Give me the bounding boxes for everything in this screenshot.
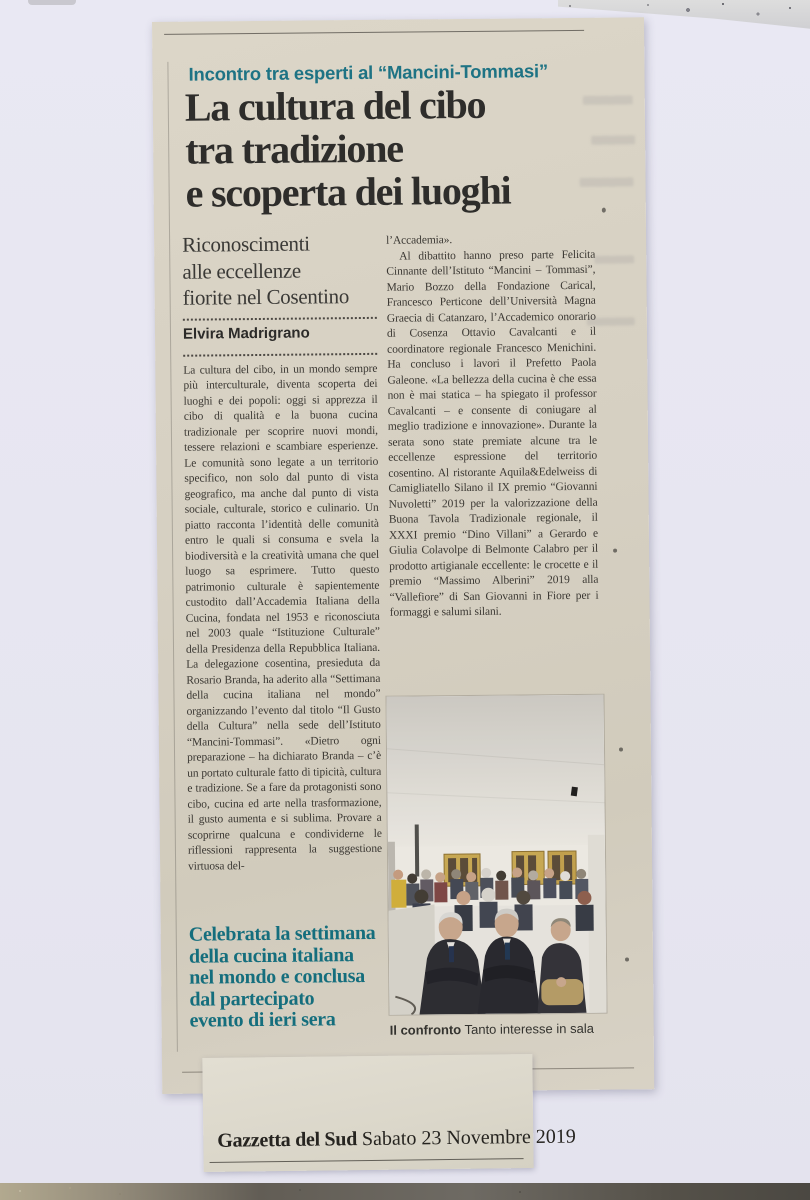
article-photo [386, 695, 606, 1015]
left-column [182, 230, 383, 1032]
pull-quote-line: della cucina italiana [188, 943, 354, 968]
desk-front-edge [0, 1183, 810, 1200]
photo-caption [390, 1021, 620, 1038]
audience-photo-illustration [386, 695, 606, 1015]
paper-speck [625, 957, 629, 961]
standfirst-line: alle eccellenze [182, 258, 301, 284]
caption-text: Tanto interesse in sala [461, 1020, 594, 1038]
paper-speck [613, 549, 617, 553]
paper-speck [602, 208, 606, 213]
pull-quote [189, 923, 400, 1033]
headline-line: e scoperta dei luoghi [185, 167, 511, 216]
column-rule [167, 62, 178, 1052]
masthead-strip [202, 1054, 576, 1172]
bleed-through-smudge [594, 255, 634, 263]
pull-quote-line: dal partecipato [189, 986, 315, 1011]
standfirst-line: Riconoscimenti [182, 231, 310, 257]
newspaper-clipping [152, 17, 654, 1094]
pull-quote-line: nel mondo e conclusa [189, 965, 365, 989]
bleed-through-smudge [583, 95, 633, 104]
right-column [386, 232, 599, 692]
bleed-through-smudge [587, 317, 635, 325]
masthead-rule [210, 1158, 524, 1163]
standfirst-line: fiorite nel Cosentino [182, 284, 350, 310]
masthead-text [217, 1125, 576, 1153]
page-top-rule [164, 30, 584, 35]
pull-quote-line: Celebrata la settimana [188, 921, 376, 946]
dotted-rule [183, 352, 377, 356]
byline: Elvira Madrigrano [182, 324, 310, 343]
headline-line: tra tradizione [185, 125, 404, 173]
masthead-date: Sabato 23 Novembre 2019 [356, 1125, 576, 1151]
headline-line: La cultura del cibo [184, 81, 486, 130]
body-text-right: l’Accademia». Al dibattito hanno preso parte Felicita Cinnante dell’Istituto “Mancini – Tommasi”, Mario Bozzo della Fondazione Carical, Francesco Perticone dell’Università Magna Graecia di Catanzaro, l’Accademico onorario di Cosenza Ottavio Cavalcanti e il coordinatore regionale Francesco Menichini. Ha concluso i lavori il Prefetto Paola Galeone. «La bellezza della cucina è che essa non è mai statica – ha spiegato il professor Cavalcanti – e consente di coniugare al meglio tradizione e innovazione». Durante la serata sono state premiate alcune tra le eccellenze espressione del territorio cosentino. Al ristorante Aquila&Edelweiss di Camigliatello Silano il IX premio “Giovanni Nuvoletti” 2019 per la valorizzazione della Buona Tavola Tradizionale regionale, il XXXI premio “Dino Villani” a Gerardo e Giulia Colavolpe di Belmonte Calabro per il prodotto artigianale eccellente: le crocette e il premio “Massimo Alberini” 2019 alla “Vallefiore” di San Giovanni in Fiore per i formaggi e salumi silani. [386, 234, 599, 619]
kicker: Incontro tra esperti al “Mancini-Tommasi” [188, 60, 549, 85]
bleed-through-smudge [580, 177, 634, 187]
pull-quote-line: evento di ieri sera [189, 1008, 336, 1032]
desk-mark [28, 0, 76, 5]
paper-speck [619, 748, 623, 752]
bleed-through-smudge [591, 135, 635, 144]
masthead-name: Gazzetta del Sud [217, 1128, 358, 1152]
standfirst [182, 230, 377, 311]
body-text-left: La cultura del cibo, in un mondo sempre più interculturale, diventa scoperta dei luoghi e dei popoli: oggi si apprezza il cibo di qualità e la buona cucina tradizionale per scoprire nuovi mondi, tessere relazioni e scambiare esperienze. Le comunità sono legate a un territorio specifico, non solo dal punto di vista geografico, ma anche dal punto di vista sociale, culturale, storico e culinario. Un piatto racconta l’identità delle comunità entro le quali si consuma e svela la biodiversità e la creatività umana che quel luogo sa esprimere. Tutto questo patrimonio culturale è sapientemente custodito dall’Accademia Italiana della Cucina, fondata nel 1953 e riconosciuta nel 2003 quale “Istituzione Culturale” della Presidenza della Repubblica Italiana. La delegazione cosentina, presieduta da Rosario Branda, ha aderito alla “Settimana della cucina italiana nel mondo” organizzando l’evento dal titolo “Il Gusto della Cultura” nella sede dell’Istituto “Mancini-Tommasi”. «Dietro ogni preparazione – ha dichiarato Branda – c’è un portato culturale fatto di tipicità, cultura e tradizione. Se a fare da protagonisti sono cibo, cucina ed arte nella trasformazione, il gusto aumenta e si sublima. Provare a scoprirne qualcuna e condividerne le riflessioni rappresenta la suggestione virtuosa del- [183, 362, 383, 873]
headline [185, 81, 626, 214]
caption-label: Il confronto [389, 1022, 462, 1038]
